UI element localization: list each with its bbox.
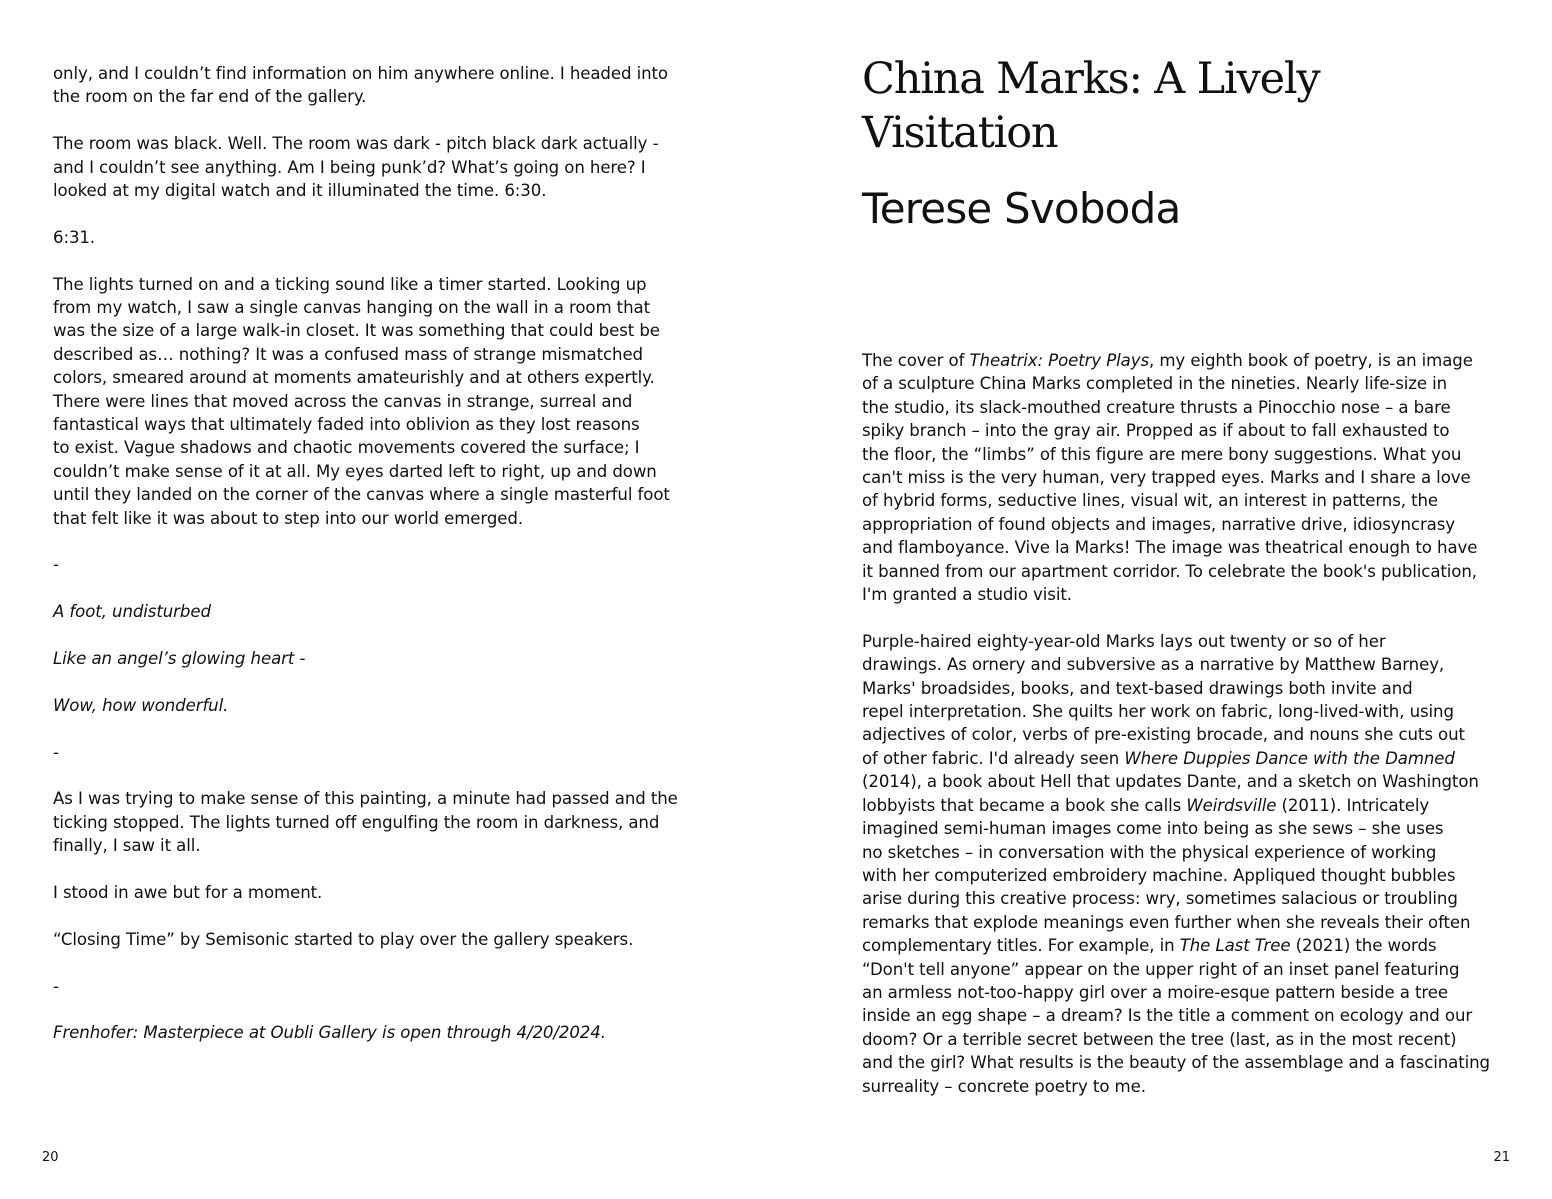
text-run: and I couldn’t see anything. Am I being punk’d? What’s going on here? I <box>53 157 646 177</box>
text-line <box>53 647 703 670</box>
text-line <box>53 975 703 998</box>
body-paragraph <box>53 928 703 951</box>
text-line <box>862 536 1512 559</box>
text-line <box>862 747 1512 770</box>
right-page <box>776 0 1552 1199</box>
text-line <box>862 841 1512 864</box>
italic-text-run: Like an angel’s glowing heart <box>53 649 295 669</box>
body-paragraph <box>53 600 703 623</box>
text-line <box>53 319 703 342</box>
text-run: ticking stopped. The lights turned off engulfing the room in darkness, and <box>53 812 660 832</box>
text-run: “Don't tell anyone” appear on the upper right of an inset panel featuring <box>862 959 1460 979</box>
text-run: 6:31. <box>53 227 96 247</box>
article-title <box>862 52 1522 160</box>
italic-text-run: Wow, how wonderful. <box>53 695 229 715</box>
text-line <box>53 156 703 179</box>
left-page-body <box>53 62 703 1068</box>
right-page-body <box>862 349 1512 1121</box>
text-run: spiky branch – into the gray air. Propped as if about to fall exhausted to <box>862 421 1450 441</box>
text-line <box>862 911 1512 934</box>
text-run: I'm granted a studio visit. <box>862 585 1072 605</box>
text-line <box>53 834 703 857</box>
text-run: (2014), a book about Hell that updates Dante, and a sketch on Washington <box>862 772 1479 792</box>
text-line <box>862 1075 1512 1098</box>
text-line <box>53 62 703 85</box>
text-run: The lights turned on and a ticking sound like a timer started. Looking up <box>53 274 647 294</box>
text-run: to exist. Vague shadows and chaotic movements covered the surface; I <box>53 438 640 458</box>
text-run: - <box>53 742 59 762</box>
text-line <box>53 343 703 366</box>
text-run: (2011). Intricately <box>1276 795 1430 815</box>
text-run: couldn’t make sense of it at all. My eyes darted left to right, up and down <box>53 461 657 481</box>
article-author: Terese Svoboda <box>862 184 1181 233</box>
body-paragraph <box>53 787 703 857</box>
italic-text-run: Where Duppies Dance with the Damned <box>1124 748 1455 768</box>
text-line <box>862 1051 1512 1074</box>
text-run: finally, I saw it all. <box>53 836 201 856</box>
text-run: no sketches – in conversation with the physical experience of working <box>862 842 1437 862</box>
text-line <box>862 466 1512 489</box>
text-line <box>53 132 703 155</box>
text-line <box>53 436 703 459</box>
text-line <box>53 273 703 296</box>
text-run: inside an egg shape – a dream? Is the title a comment on ecology and our <box>862 1006 1473 1026</box>
text-run: can't miss is the very human, very trapped eyes. Marks and I share a love <box>862 468 1471 488</box>
body-paragraph <box>53 553 703 576</box>
text-run: adjectives of color, verbs of pre-existing brocade, and nouns she cuts out <box>862 725 1465 745</box>
text-run: was the size of a large walk-in closet. It was something that could best be <box>53 321 660 341</box>
text-line <box>862 981 1512 1004</box>
text-line <box>862 1004 1512 1027</box>
text-line <box>862 630 1512 653</box>
italic-text-run: The Last Tree <box>1179 936 1291 956</box>
text-line <box>53 85 703 108</box>
text-run: of hybrid forms, seductive lines, visual wit, an interest in patterns, the <box>862 491 1439 511</box>
text-run: from my watch, I saw a single canvas hanging on the wall in a room that <box>53 298 650 318</box>
text-run: appropriation of found objects and images, narrative drive, idiosyncrasy <box>862 514 1456 534</box>
text-run: The cover of <box>862 351 970 370</box>
text-line <box>53 694 703 717</box>
text-run: the studio, its slack-mouthed creature thrusts a Pinocchio nose – a bare <box>862 397 1451 417</box>
body-paragraph <box>53 647 703 670</box>
text-line <box>53 483 703 506</box>
body-paragraph <box>862 349 1512 606</box>
text-line <box>53 881 703 904</box>
text-run: drawings. As ornery and subversive as a narrative by Matthew Barney, <box>862 655 1445 675</box>
text-line <box>862 864 1512 887</box>
text-line <box>862 372 1512 395</box>
text-run: and the girl? What results is the beauty of the assemblage and a fascinating <box>862 1053 1490 1073</box>
text-line <box>862 817 1512 840</box>
text-run: As I was trying to make sense of this painting, a minute had passed and the <box>53 789 678 809</box>
text-line <box>53 787 703 810</box>
italic-text-run: A foot, undisturbed <box>53 602 211 622</box>
body-paragraph <box>53 62 703 109</box>
text-run: only, and I couldn’t find information on him anywhere online. I headed into <box>53 64 668 83</box>
page-number-left: 20 <box>42 1150 59 1165</box>
text-line <box>53 811 703 834</box>
text-run: arise during this creative process: wry, sometimes salacious or troubling <box>862 889 1458 909</box>
text-run: - <box>53 555 59 575</box>
text-line <box>862 489 1512 512</box>
text-run: Marks' broadsides, books, and text-based drawings both invite and <box>862 678 1413 698</box>
text-line <box>53 741 703 764</box>
text-run: There were lines that moved across the canvas in strange, surreal and <box>53 391 633 411</box>
text-run: Purple-haired eighty-year-old Marks lays out twenty or so of her <box>862 631 1386 651</box>
text-run: with her computerized embroidery machine. Appliqued thought bubbles <box>862 865 1456 885</box>
text-run: The room was black. Well. The room was dark - pitch black dark actually - <box>53 134 659 154</box>
text-run: , my eighth book of poetry, is an image <box>1149 351 1473 370</box>
text-run: - <box>294 649 306 669</box>
text-line <box>53 366 703 389</box>
body-paragraph <box>53 881 703 904</box>
text-line <box>53 296 703 319</box>
text-line <box>53 1021 703 1044</box>
text-line <box>53 460 703 483</box>
text-run: surreality – concrete poetry to me. <box>862 1076 1146 1096</box>
text-run: looked at my digital watch and it illuminated the time. 6:30. <box>53 181 547 201</box>
text-run: imagined semi-human images come into being as she sews – she uses <box>862 819 1444 839</box>
text-line <box>862 560 1512 583</box>
text-run: I stood in awe but for a moment. <box>53 883 323 903</box>
text-run: remarks that explode meanings even further when she reveals their often <box>862 912 1471 932</box>
text-line <box>862 958 1512 981</box>
text-run: (2021) the words <box>1290 936 1437 956</box>
text-run: it banned from our apartment corridor. To celebrate the book's publication, <box>862 561 1477 581</box>
text-line <box>862 653 1512 676</box>
text-line <box>862 700 1512 723</box>
text-run: repel interpretation. She quilts her work on fabric, long-lived-with, using <box>862 702 1454 722</box>
italic-text-run: Weirdsville <box>1186 795 1277 815</box>
body-paragraph <box>53 741 703 764</box>
text-run: “Closing Time” by Semisonic started to play over the gallery speakers. <box>53 929 634 949</box>
text-run: of other fabric. I'd already seen <box>862 748 1125 768</box>
text-run: until they landed on the corner of the canvas where a single masterful foot <box>53 485 670 505</box>
text-line <box>862 513 1512 536</box>
text-run: and flamboyance. Vive la Marks! The image was theatrical enough to have <box>862 538 1478 558</box>
text-line <box>862 770 1512 793</box>
article-title-line: Visitation <box>862 108 1058 158</box>
text-line <box>862 887 1512 910</box>
text-line <box>53 600 703 623</box>
text-line <box>53 553 703 576</box>
text-line <box>53 226 703 249</box>
text-line <box>53 413 703 436</box>
text-line <box>862 1028 1512 1051</box>
body-paragraph <box>862 630 1512 1098</box>
text-line <box>862 419 1512 442</box>
text-run: described as… nothing? It was a confused mass of strange mismatched <box>53 344 643 364</box>
italic-text-run: Frenhofer: Masterpiece at Oubli Gallery is open through 4/20/2024. <box>53 1023 606 1043</box>
text-run: the room on the far end of the gallery. <box>53 87 367 107</box>
text-line <box>862 677 1512 700</box>
text-run: of a sculpture China Marks completed in the nineties. Nearly life-size in <box>862 374 1448 394</box>
text-line <box>53 390 703 413</box>
text-line <box>53 928 703 951</box>
body-paragraph <box>53 975 703 998</box>
text-run: - <box>53 976 59 996</box>
text-run: the floor, the “limbs” of this figure are mere bony suggestions. What you <box>862 444 1462 464</box>
italic-text-run: Theatrix: Poetry Plays <box>969 351 1150 370</box>
page-number-right: 21 <box>1493 1150 1510 1165</box>
text-line <box>862 934 1512 957</box>
body-paragraph <box>53 273 703 530</box>
text-line <box>862 443 1512 466</box>
text-run: complementary titles. For example, in <box>862 936 1180 956</box>
body-paragraph <box>53 226 703 249</box>
text-run: fantastical ways that ultimately faded into oblivion as they lost reasons <box>53 415 640 435</box>
text-line <box>53 179 703 202</box>
text-run: that felt like it was about to step into our world emerged. <box>53 508 523 528</box>
text-line <box>53 507 703 530</box>
body-paragraph <box>53 694 703 717</box>
text-line <box>862 396 1512 419</box>
text-run: lobbyists that became a book she calls <box>862 795 1187 815</box>
text-line <box>862 723 1512 746</box>
text-line <box>862 583 1512 606</box>
text-run: colors, smeared around at moments amateurishly and at others expertly. <box>53 368 655 388</box>
text-run: doom? Or a terrible secret between the tree (last, as in the most recent) <box>862 1029 1457 1049</box>
text-line <box>862 794 1512 817</box>
body-paragraph <box>53 1021 703 1044</box>
text-run: an armless not-too-happy girl over a moire-esque pattern beside a tree <box>862 982 1448 1002</box>
text-line <box>862 349 1512 372</box>
body-paragraph <box>53 132 703 202</box>
article-title-line: China Marks: A Lively <box>862 54 1320 104</box>
